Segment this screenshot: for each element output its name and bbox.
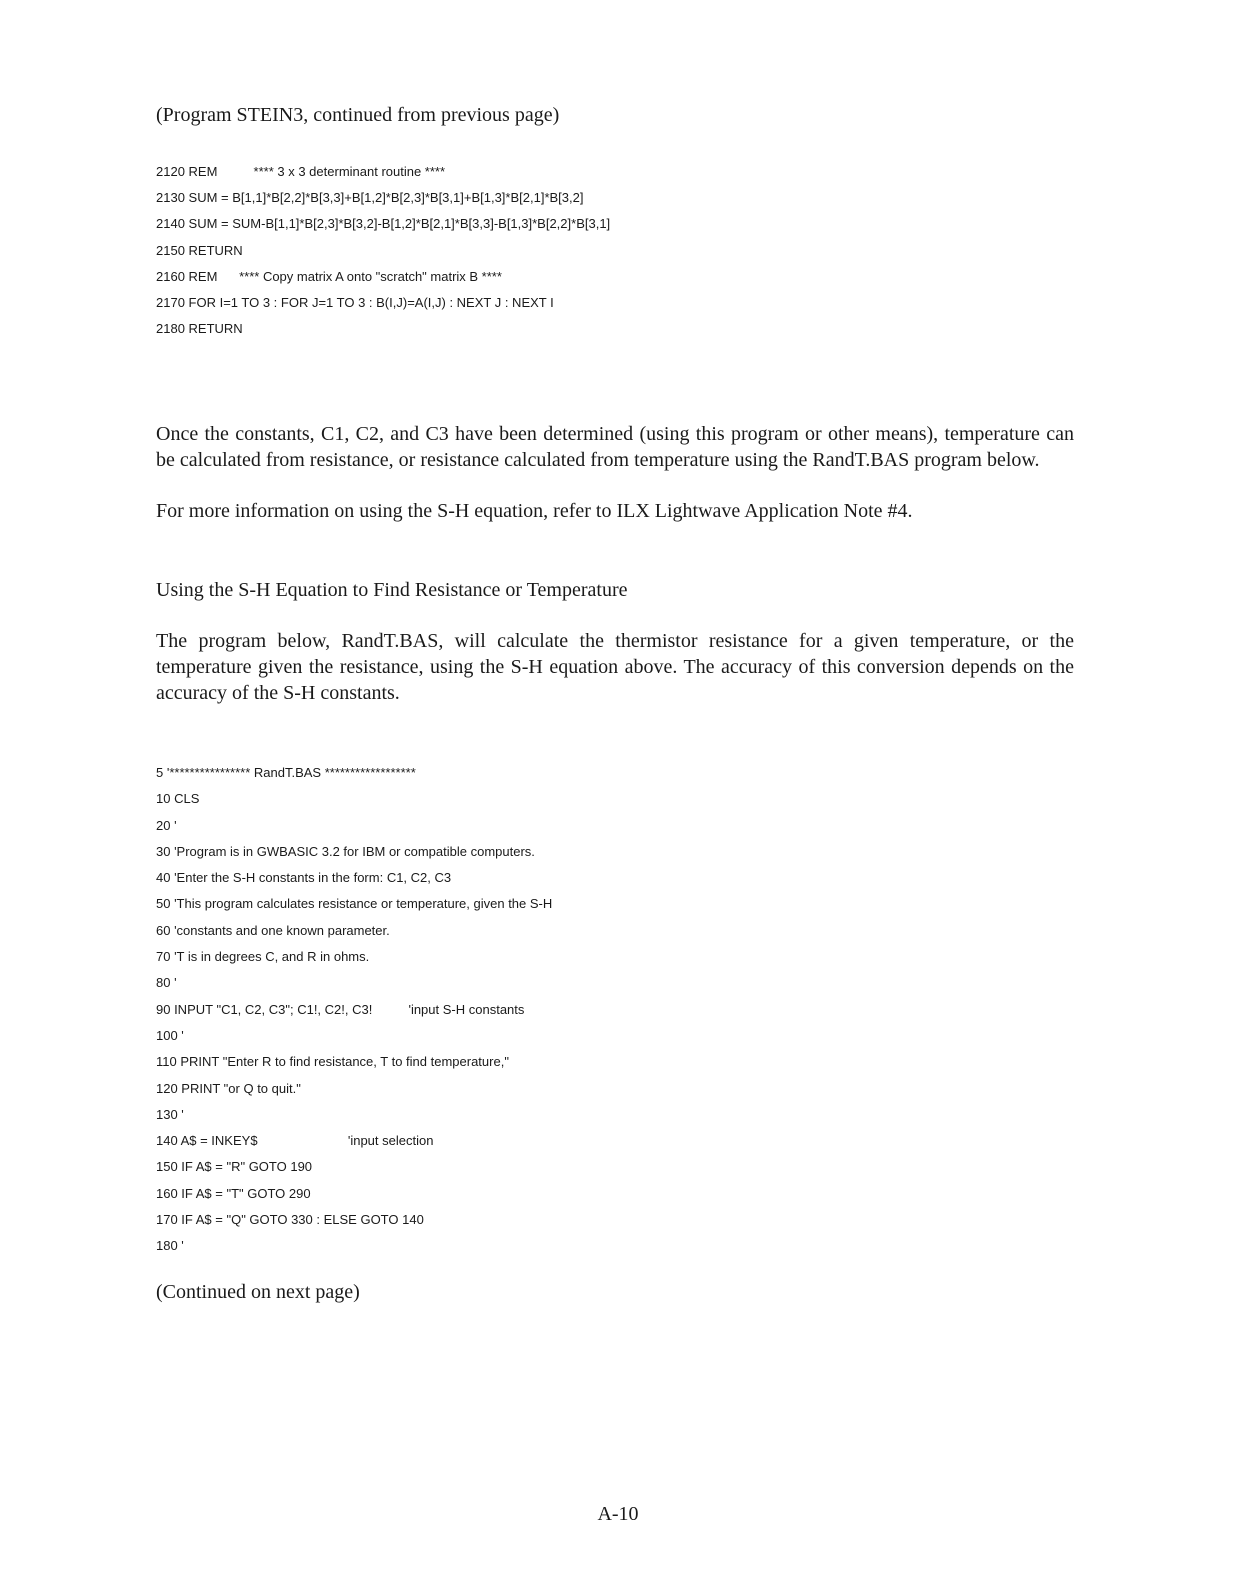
code-line: 100 ' [156, 1027, 184, 1043]
paragraph-program-description: The program below, RandT.BAS, will calculate the thermistor resistance for a given temperature, or the temperature given the resistance, using the S-H equation above. The accuracy of this conversion depends on the accuracy of the S-H constants. [156, 630, 1074, 704]
paragraph-more-info: For more information on using the S-H equation, refer to ILX Lightwave Application Note #4. [156, 500, 913, 522]
code-line: 2140 SUM = SUM-B[1,1]*B[2,3]*B[3,2]-B[1,2]*B[2,1]*B[3,3]-B[1,3]*B[2,2]*B[3,1] [156, 216, 611, 232]
code-line: 130 ' [156, 1106, 184, 1122]
code-line: 40 'Enter the S-H constants in the form: C1, C2, C3 [156, 870, 452, 886]
page-header: (Program STEIN3, continued from previous page) [156, 104, 560, 126]
code-line: 90 INPUT "C1, C2, C3"; C1!, C2!, C3! 'input S-H constants [156, 1001, 525, 1017]
continued-note: (Continued on next page) [156, 1281, 360, 1303]
code-block-stein3 [156, 159, 610, 342]
code-line: 170 IF A$ = "Q" GOTO 330 : ELSE GOTO 140 [156, 1212, 424, 1228]
code-line: 2120 REM **** 3 x 3 determinant routine **** [156, 164, 446, 179]
code-line: 110 PRINT "Enter R to find resistance, T to find temperature," [156, 1054, 509, 1070]
code-line: 2170 FOR I=1 TO 3 : FOR J=1 TO 3 : B(I,J)=A(I,J) : NEXT J : NEXT I [156, 294, 554, 310]
code-line: 30 'Program is in GWBASIC 3.2 for IBM or compatible computers. [156, 843, 535, 859]
code-line: 2150 RETURN [156, 242, 243, 258]
code-line: 50 'This program calculates resistance or temperature, given the S-H [156, 896, 553, 912]
code-line: 10 CLS [156, 791, 200, 807]
code-line: 60 'constants and one known parameter. [156, 922, 390, 938]
code-line: 20 ' [156, 817, 177, 833]
code-line: 150 IF A$ = "R" GOTO 190 [156, 1159, 313, 1175]
page-number: A-10 [597, 1503, 639, 1525]
section-title: Using the S-H Equation to Find Resistance or Temperature [156, 579, 628, 601]
code-line: 80 ' [156, 975, 177, 991]
code-line: 180 ' [156, 1238, 184, 1254]
code-line: 140 A$ = INKEY$ 'input selection [156, 1133, 434, 1149]
code-line: 2180 RETURN [156, 321, 243, 337]
code-line: 120 PRINT "or Q to quit." [156, 1080, 301, 1096]
code-line: 2160 REM **** Copy matrix A onto "scratch" matrix B **** [156, 268, 502, 284]
code-block-randt [156, 760, 552, 1260]
code-line: 5 '**************** RandT.BAS ****************** [156, 765, 416, 780]
code-line: 70 'T is in degrees C, and R in ohms. [156, 949, 370, 965]
code-line: 160 IF A$ = "T" GOTO 290 [156, 1185, 311, 1201]
code-line: 2130 SUM = B[1,1]*B[2,2]*B[3,3]+B[1,2]*B[2,3]*B[3,1]+B[1,3]*B[2,1]*B[3,2] [156, 190, 584, 206]
paragraph-constants: Once the constants, C1, C2, and C3 have been determined (using this program or other means), temperature can be calculated from resistance, or resistance calculated from temperature using the RandT.BAS program below. [156, 423, 1074, 471]
